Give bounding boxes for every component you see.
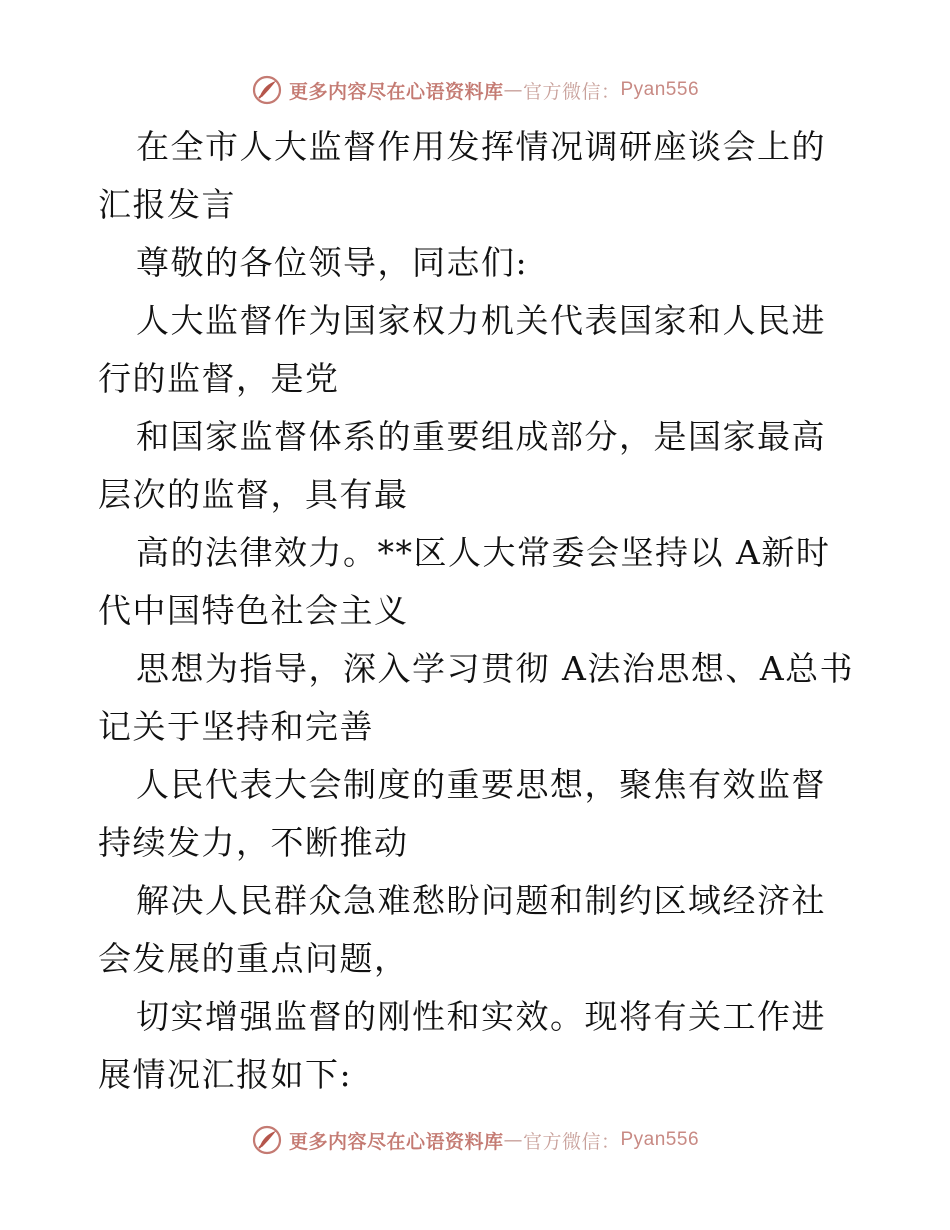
watermark-dash: — [503,79,523,101]
paragraph-line: 高的法律效力。**区人大常委会坚持以 A新时代中国特色社会主义 [98,533,831,630]
watermark-handle: Pyan556 [620,79,700,100]
salutation: 尊敬的各位领导，同志们: [136,243,529,282]
watermark-official-label: 官方微信： [522,1130,621,1153]
paragraph-line: 解决人民群众急难愁盼问题和制约区域经济社会发展的重点问题， [98,881,826,978]
paragraph-line: 和国家监督体系的重要组成部分，是国家最高层次的监督，具有最 [98,417,826,514]
watermark-main-text: 更多内容尽在心语资料库 [288,80,504,103]
watermark-official-label: 官方微信： [522,80,621,103]
watermark-dash: — [503,1129,523,1151]
watermark-handle: Pyan556 [620,1129,700,1150]
quill-logo-icon [251,74,283,106]
document-title: 在全市人大监督作用发挥情况调研座谈会上的汇报发言 [98,127,826,224]
footer-watermark [0,1120,950,1160]
paragraph-line: 人大监督作为国家权力机关代表国家和人民进行的监督，是党 [98,301,826,398]
header-watermark [0,70,950,110]
paragraph-line: 人民代表大会制度的重要思想，聚焦有效监督持续发力，不断推动 [98,765,826,862]
document-body [98,118,858,1104]
quill-logo-icon [251,1124,283,1156]
watermark-main-text: 更多内容尽在心语资料库 [288,1130,504,1153]
paragraph-line: 思想为指导，深入学习贯彻 A法治思想、A总书记关于坚持和完善 [98,649,855,746]
paragraph-line: 切实增强监督的刚性和实效。现将有关工作进展情况汇报如下: [98,997,826,1094]
